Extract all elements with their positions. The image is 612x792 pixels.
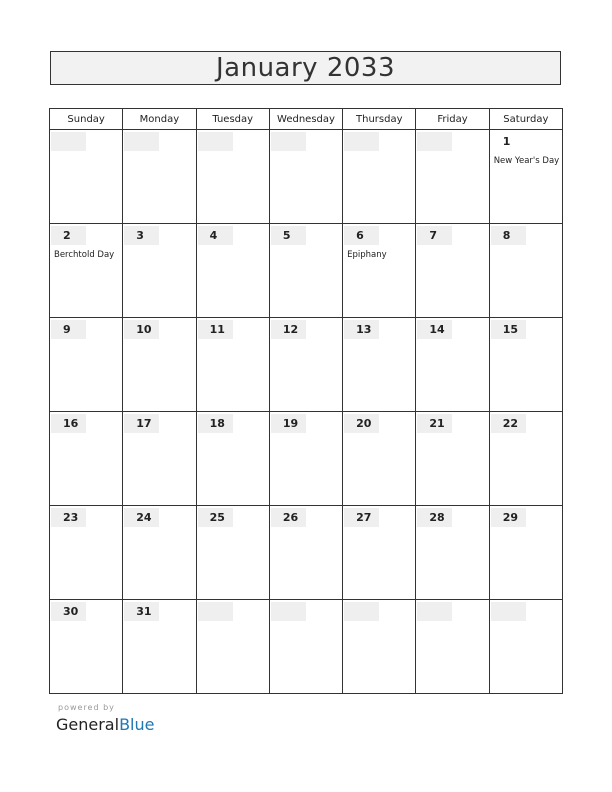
day-number: 21 xyxy=(417,414,452,433)
day-cell[interactable] xyxy=(269,600,342,694)
day-cell[interactable] xyxy=(343,318,416,412)
day-number: 4 xyxy=(198,226,233,245)
day-cell[interactable] xyxy=(269,130,342,224)
day-number xyxy=(344,132,379,151)
day-number: 28 xyxy=(417,508,452,527)
holiday-label: Epiphany xyxy=(347,250,387,260)
day-cell[interactable] xyxy=(269,318,342,412)
day-number: 12 xyxy=(271,320,306,339)
day-number: 14 xyxy=(417,320,452,339)
day-number: 7 xyxy=(417,226,452,245)
day-cell[interactable] xyxy=(343,506,416,600)
day-cell[interactable] xyxy=(123,318,196,412)
powered-by-text: powered by xyxy=(58,703,115,712)
holiday-label: Berchtold Day xyxy=(54,250,115,260)
day-number: 6 xyxy=(344,226,379,245)
day-cell[interactable] xyxy=(269,412,342,506)
day-cell[interactable] xyxy=(489,224,562,318)
day-number: 17 xyxy=(124,414,159,433)
week-row xyxy=(50,318,563,412)
day-number xyxy=(124,132,159,151)
footer-branding xyxy=(56,703,154,734)
day-cell[interactable] xyxy=(123,224,196,318)
day-number xyxy=(271,132,306,151)
day-cell[interactable] xyxy=(50,318,123,412)
day-number xyxy=(271,602,306,621)
day-number: 18 xyxy=(198,414,233,433)
brand-logo[interactable] xyxy=(56,715,154,734)
day-cell[interactable] xyxy=(123,506,196,600)
day-number: 30 xyxy=(51,602,86,621)
day-cell[interactable] xyxy=(123,130,196,224)
day-number: 19 xyxy=(271,414,306,433)
month-title-box xyxy=(50,51,561,85)
weekday-monday: Monday xyxy=(123,109,196,130)
week-row xyxy=(50,600,563,694)
week-row xyxy=(50,412,563,506)
day-number: 23 xyxy=(51,508,86,527)
weekday-sunday: Sunday xyxy=(50,109,123,130)
day-cell[interactable] xyxy=(343,224,416,318)
day-cell[interactable] xyxy=(489,506,562,600)
week-row xyxy=(50,506,563,600)
day-cell[interactable] xyxy=(196,130,269,224)
day-cell[interactable] xyxy=(50,412,123,506)
day-cell[interactable] xyxy=(416,600,489,694)
day-cell[interactable] xyxy=(196,224,269,318)
day-cell[interactable] xyxy=(416,318,489,412)
day-cell[interactable] xyxy=(123,600,196,694)
day-cell[interactable] xyxy=(269,506,342,600)
week-row xyxy=(50,130,563,224)
day-number: 22 xyxy=(491,414,526,433)
day-number xyxy=(417,132,452,151)
day-number: 16 xyxy=(51,414,86,433)
day-cell[interactable] xyxy=(489,412,562,506)
weekday-friday: Friday xyxy=(416,109,489,130)
day-number: 5 xyxy=(271,226,306,245)
day-number: 25 xyxy=(198,508,233,527)
day-number xyxy=(344,602,379,621)
day-number xyxy=(198,132,233,151)
day-cell[interactable] xyxy=(416,506,489,600)
day-cell[interactable] xyxy=(416,412,489,506)
day-cell[interactable] xyxy=(489,130,562,224)
day-number: 8 xyxy=(491,226,526,245)
day-number: 15 xyxy=(491,320,526,339)
day-number: 20 xyxy=(344,414,379,433)
week-row xyxy=(50,224,563,318)
day-number: 24 xyxy=(124,508,159,527)
day-cell[interactable] xyxy=(50,224,123,318)
calendar-grid xyxy=(49,108,563,694)
day-cell[interactable] xyxy=(196,506,269,600)
day-number xyxy=(198,602,233,621)
day-cell[interactable] xyxy=(343,130,416,224)
day-cell[interactable] xyxy=(269,224,342,318)
brand-general: General xyxy=(56,715,120,734)
day-number xyxy=(51,132,86,151)
day-number: 9 xyxy=(51,320,86,339)
weekday-saturday: Saturday xyxy=(489,109,562,130)
day-number: 29 xyxy=(491,508,526,527)
day-number: 3 xyxy=(124,226,159,245)
day-number: 31 xyxy=(124,602,159,621)
day-cell[interactable] xyxy=(196,412,269,506)
month-title: January 2033 xyxy=(216,53,395,83)
weekday-wednesday: Wednesday xyxy=(269,109,342,130)
day-number xyxy=(491,602,526,621)
day-cell[interactable] xyxy=(489,318,562,412)
day-cell[interactable] xyxy=(416,130,489,224)
day-number: 2 xyxy=(51,226,86,245)
day-number xyxy=(417,602,452,621)
day-cell[interactable] xyxy=(50,506,123,600)
day-cell[interactable] xyxy=(196,600,269,694)
day-cell[interactable] xyxy=(123,412,196,506)
day-cell[interactable] xyxy=(343,412,416,506)
day-number: 11 xyxy=(198,320,233,339)
day-cell[interactable] xyxy=(196,318,269,412)
day-cell[interactable] xyxy=(489,600,562,694)
day-cell[interactable] xyxy=(50,600,123,694)
day-number: 1 xyxy=(491,132,526,151)
day-number: 13 xyxy=(344,320,379,339)
weekday-thursday: Thursday xyxy=(343,109,416,130)
holiday-label: New Year's Day xyxy=(493,156,560,166)
day-cell[interactable] xyxy=(50,130,123,224)
brand-blue: Blue xyxy=(119,715,155,734)
day-cell[interactable] xyxy=(416,224,489,318)
weekday-tuesday: Tuesday xyxy=(196,109,269,130)
day-cell[interactable] xyxy=(343,600,416,694)
day-number: 10 xyxy=(124,320,159,339)
day-number: 27 xyxy=(344,508,379,527)
day-number: 26 xyxy=(271,508,306,527)
weekday-header-row xyxy=(50,109,563,130)
